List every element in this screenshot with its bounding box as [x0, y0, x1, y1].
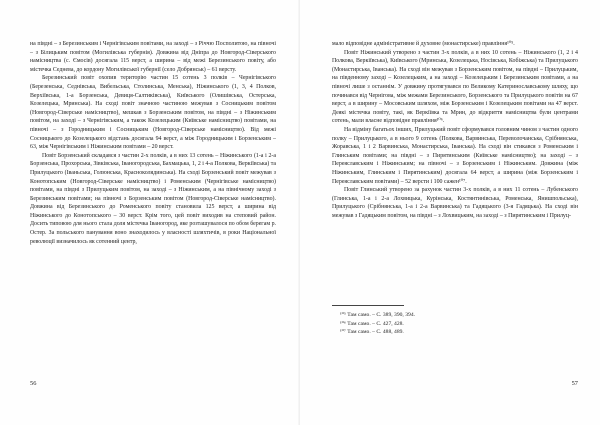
left-paragraph-1: на півдні – з Березинським і Чернігівським повітами, на заході – з Річчю Посполитою, на півночі – з Білицьким повітом (Могилівська губернія). Довжина від Дніпра до Новгород-Сіверського намісництва (с. Ємосів) досягала 115 верст, а ширина – від межі Березинського повіту, або містечка Седнева, до кордону Могилівської губернії (село Добрянськ) – 61 версту.: [30, 41, 276, 73]
right-paragraph-3: На відміну багатьох інших, Прилуцький повіт сформувався головним чином з частин одного полку – Прилуцького, а в нього 9 сотень (Полкова, Варвинська, Переволочанська, Срібнянська, Жоравська, 1 і 2 Варвинська, Монастирська, Іванська). На сході він стикався з Роменським і Глинським повітами; на півдні – з Пирятинським (Київське намісництво); на заході – з Переяславським і Ніжинським; на півночі – з Борзенським і Ніжинським. Довжина (між Ніжинським, Глинським і Пирятинським) досягала 64 верст, а ширина (між Борзенським і Переяславським повітами) – 52 версти і 100 сажен¹⁰⁷.: [332, 126, 578, 185]
footnotes: [332, 311, 578, 337]
left-page-text-column: [30, 40, 276, 246]
footnote-106: ¹⁰⁶ Там само. – С. 427, 428.: [340, 320, 404, 327]
right-paragraph-4: Повіт Глинський утворено за рахунок частин 3-х полків, а в них 11 сотень – Лубенського (Глинська, 1-а і 2-а Лохвицька, Курінська, Костянтинівська, Роменська, Янишпольська), Прилуцького (Срібнянська, 1-а і 2-а Варвинська) та Гадяцького (3-я Гадяцька). На сході він межував з Гадяцьким повітом, на півдні – з Лохвицьким, на заході – з Пирятинським і Прилуц-: [332, 187, 578, 219]
left-paragraph-2: Березинський повіт охопив територію частин 15 сотень 3 полків – Чернігівського (Березенська, Седнівська, Вибельська, Столинська, Менська), Ніжинського (1, 3, 4 Полков, Верхіївська, 1-а Борзенська, Девиця-Салтиківська), Київського (Олишівська, Остерська, Козелецька, Мринська). На сході повіт значною частиною межував з Сосницьким повітом (Новгород-Сіверське намісництво), мешкав з Борзенським повітом, на півдні – з Ніжинським повітом, на заході – з Чернігівським, а також Козелецьким (Київське намісництво) повітами, на півночі – з Городницьким і Сосницьким (Новгород-Сіверське намісництво). Від межі Сосницького до Козелецького відстань досягала 94 верст, а між Городницьким і Борзенським – 63, між Чернігівським і Ніжинським повітами – 20 верст.: [30, 75, 276, 151]
right-page-text-column: [332, 40, 578, 220]
left-page-number: 56: [30, 380, 37, 387]
left-paragraph-3: Повіт Борзенський складався з частин 2-х полків, а в них 13 сотень – Ніжинського (1-а і 2-а Борзенська, Прохорська, Зівківська, Іваногородська, Бахмацька, 1, 2 і 4-а Полкова, Веркіївська) та Прилуцького (Іваньська, Голюнська, Красноколядинська). На сході Борзенський повіт межував з Конотопським (Новгород-Сіверське намісництво) і Роменським (Чернігівське намісництво) повітами, на півдні з Прилуцьким повітом, на заході – з Ніжинським, а на північному заході з Березинським повітами; на півночі з Борзенським повітом (Новгород-Сіверське намісництво). Довжина від Березинського до Роменського повіту становила 125 верст, а ширина від Ніжинського до Конотопського – 30 верст. Крім того, цей повіт виходив на степовий район. Досить типовою для нього стала доля містечка Іваногород, яке розташувалося по обом берегам р. Остер. За польського панування воно знаходилось у власності шляхтичів, в роки Національної революції визначилось як сотенний центр,: [30, 152, 276, 245]
footnote-separator: [332, 305, 404, 306]
right-paragraph-2: Повіт Ніжинський утворено з частин 3-х полків, а в них 10 сотень – Ніжинського (1, 2 і 4 Полкова, Веркіївська), Київського (Мринська, Козелецька, Носівська, Кобіжська) та Прилуцького (Монастирська, Іванська). На сході він межував з Борзенським повітом, на півдні – Прилуцьким, на південному заході – Козелецьким, а на заході – Козелецьким і Березинським повітами, а на півночі лише з останнім. У довжину протягувався по Великому Катеринославському шляху, що починався від Чернігова, між межами Березинського, Борзенського та Прилуцького повітів на 67 верст, а в ширину – Мосовським шляхом, між Борзенським і Козелецьким повітами на 47 верст. Деякі містечка повіту, такі, як Веркіївка та Мрин, до відкриття намісництва були центрами сотень, мали власне відповідне правління¹⁰⁶.: [332, 49, 578, 125]
right-page: [300, 0, 600, 425]
footnote-105: ¹⁰⁵ Там само. – С. 389, 390, 394.: [340, 312, 416, 318]
right-paragraph-1: мало відповідне адміністративне й духовне (монастирське) правління¹⁰⁵.: [332, 41, 515, 47]
footnote-107: ¹⁰⁷ Там само. – С. 488, 489.: [340, 329, 404, 336]
right-page-number: 57: [571, 380, 578, 387]
